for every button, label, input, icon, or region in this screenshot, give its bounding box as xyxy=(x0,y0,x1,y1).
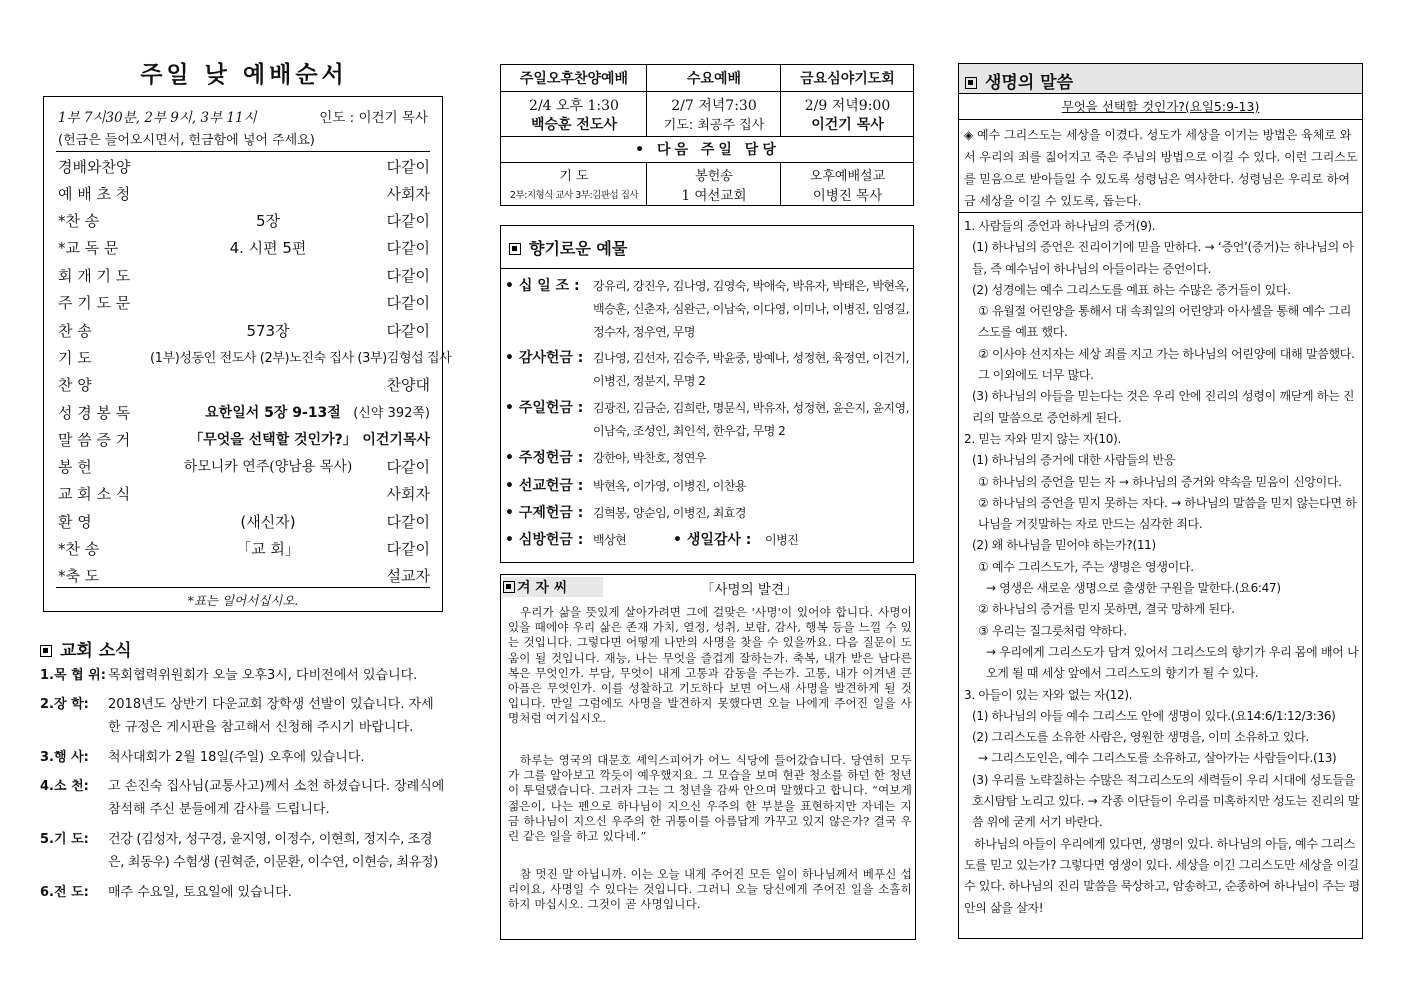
schedule-header: 금요심야기도회 xyxy=(800,71,895,87)
offering-names: 김나영, 김선자, 김승주, 박윤중, 방예나, 성정현, 육정연, 이건기, 이병진, 정분지, 무명 2 xyxy=(593,351,909,388)
square-bullet-icon xyxy=(509,243,521,255)
order-label: 성 경 봉 독 xyxy=(58,404,131,422)
order-label: 예 배 초 청 xyxy=(58,185,131,203)
sermon-line: (2) 그리스도를 소유한 사람은, 영원한 생명을, 이미 소유하고 있다. xyxy=(972,730,1310,745)
offering-key: • 구제헌금 : xyxy=(505,505,584,521)
order-label: *찬 송 xyxy=(58,540,100,558)
square-bullet-icon xyxy=(503,581,515,593)
sermon-line: 2. 믿는 자와 믿지 않는 자(10). xyxy=(964,431,1121,446)
worship-order-title: 주일 낮 예배순서 xyxy=(140,62,348,88)
news-key: 1.목 협 위: xyxy=(40,668,106,683)
mustard-seed-paragraph: 우리가 삶을 뜻있게 살아가려면 그에 걸맞은 '사명'이 있어야 합니다. 사명이 있을 때에야 우리 삶은 존재 가치, 열정, 성취, 보람, 감사, 행복 등을 느낄 수 있는 것입니다. 그렇다면 어떻게 나만의 사명을 찾을 수 있을까요. 다음 질문이 도움이 될 것입니다. 재능, 나는 무엇을 즐겁게 잘하는가. 축복, 내가 받은 남다른 복은 무엇인가. 부담, 무엇이 내게 고통과 감동을 주는가. 고통, 내가 이겨낸 큰 아픔은 무엇인가. 이를 성찰하고 기도하다 보면 어느새 사명을 발견하게 될 것입니다. 만일 그럼에도 사명을 발견하지 못했다면 오늘 나에게 주어진 일을 사명처럼 여기십시오. xyxy=(508,605,912,726)
order-label: 봉 헌 xyxy=(58,458,92,476)
sermon-line: (3) 우리를 노략질하는 수많은 적그리스도의 세력들이 우리 시대에 성도들을 호시탐탐 노리고 있다. → 각종 이단들이 우리를 미혹하지만 성도는 진리의 말씀 위에 굳게 서기 바란다. xyxy=(972,772,1360,830)
order-label: *축 도 xyxy=(58,567,100,585)
offerings-box xyxy=(500,225,914,563)
news-key: 2.장 학: xyxy=(40,697,89,712)
order-mid: 하모니카 연주(양남용 목사) xyxy=(183,459,353,475)
divider xyxy=(501,268,913,269)
offering-key: • 감사헌금 : xyxy=(505,350,584,366)
order-label: 말 씀 증 거 xyxy=(58,431,131,449)
order-mid: (1부)성동인 전도사 (2부)노진숙 집사 (3부)김형섭 집사 xyxy=(150,351,452,366)
order-label: 경배와찬양 xyxy=(58,158,131,176)
news-item xyxy=(40,746,446,769)
order-right: 이건기목사 xyxy=(362,432,430,448)
order-row xyxy=(58,289,430,315)
order-label: 찬 양 xyxy=(58,376,92,394)
order-right: 다같이 xyxy=(386,458,430,476)
square-bullet-icon xyxy=(40,645,52,657)
offering-key: • 선교헌금 : xyxy=(505,478,584,494)
mustard-seed-label: 겨 자 씨 xyxy=(503,577,603,597)
offering-row xyxy=(505,502,909,525)
order-row xyxy=(58,207,430,233)
birthday-thanks-row xyxy=(673,529,903,552)
offering-names: 백상현 xyxy=(593,533,627,547)
order-right: 사회자 xyxy=(386,485,430,503)
order-mid: 5장 xyxy=(255,212,281,230)
order-label: *교 독 문 xyxy=(58,239,119,257)
order-row xyxy=(58,480,430,506)
offering-key: • 생일감사 : xyxy=(673,532,752,548)
divider xyxy=(501,91,913,92)
order-mid: (새신자) xyxy=(240,513,296,531)
divider xyxy=(56,587,430,588)
offering-names: 박현옥, 이가영, 이병진, 이찬용 xyxy=(593,479,746,493)
order-row xyxy=(58,344,452,370)
order-row xyxy=(58,562,430,588)
offering-names: 김혁봉, 양순임, 이병진, 최효경 xyxy=(593,506,746,520)
offering-row xyxy=(505,275,909,344)
news-item xyxy=(40,881,446,904)
offering-names: 강한아, 박찬호, 정연우 xyxy=(593,451,707,465)
sermon-line: → 그리스도인은, 예수 그리스도를 소유하고, 살아가는 사람들이다.(13) xyxy=(978,751,1337,766)
offering-key: • 주정헌금 : xyxy=(505,450,584,466)
sermon-body xyxy=(964,216,1362,919)
order-label: 주 기 도 문 xyxy=(58,294,131,312)
order-right: 설교자 xyxy=(386,567,430,585)
offering-key: • 심방헌금 : xyxy=(505,532,584,548)
sermon-line: (1) 하나님의 증언은 진리이기에 믿을 만하다. → ‘증언’(증거)는 하나님의 아들, 즉 예수님이 하나님의 아들이라는 증언이다. xyxy=(972,240,1354,276)
offering-names: 김광진, 김금순, 김희란, 명문식, 박유자, 성정현, 윤은지, 윤지영, 이남숙, 조성인, 최인석, 한우갑, 무명 2 xyxy=(593,401,909,438)
schedule-table xyxy=(500,64,914,206)
news-text: 목회협력위원회가 오늘 오후3시, 다비전에서 있습니다. xyxy=(108,668,418,683)
order-row xyxy=(58,262,430,288)
sermon-line: ① 유월절 어린양을 통해서 대 속죄일의 어린양과 아사셀을 통해 예수 그리스도를 예표 했다. xyxy=(978,304,1352,340)
mustard-seed-paragraph: 하루는 영국의 대문호 셰익스피어가 어느 식당에 들어갔습니다. 당연히 모두가 그를 알아보고 깍듯이 예우했지요. 그 모습을 보며 현관 청소를 하던 한 청년이 투덜댔습니다. 그러자 그는 그 청년을 감싸 안으며 말했다고 합니다. “여보게 젊은이, 나는 펜으로 하나님이 지으신 우주의 한 부분을 표현하지만 자네는 지금 하나님이 지으신 우주의 한 귀퉁이를 아름답게 가꾸고 있지 않은가? 결국 우린 같은 일을 하고 있다네.” xyxy=(508,753,912,844)
divider xyxy=(56,151,430,152)
sermon-line: (2) 성경에는 예수 그리스도를 예표 하는 수많은 증거들이 있다. xyxy=(972,282,1291,297)
news-text: 건강 (김성자, 성구경, 윤지영, 이정수, 이현희, 정지수, 조경은, 최동우) 수험생 (권혁준, 이문환, 이수연, 이현승, 최유정) xyxy=(108,832,438,870)
order-right: 다같이 xyxy=(386,158,430,176)
schedule-person: 이건기 목사 xyxy=(811,117,884,133)
news-key: 5.기 도: xyxy=(40,832,89,847)
next-value: 이병진 목사 xyxy=(812,188,883,204)
schedule-header: 수요예배 xyxy=(686,71,742,87)
order-row xyxy=(58,371,430,397)
offering-row xyxy=(505,447,909,470)
church-news-title: 교회 소식 xyxy=(40,636,132,661)
word-of-life-box xyxy=(958,63,1363,939)
order-row xyxy=(58,317,430,343)
divider xyxy=(780,162,781,206)
order-right: 다같이 xyxy=(386,267,430,285)
order-label: 교 회 소 식 xyxy=(58,485,131,503)
sermon-subtitle: 무엇을 선택할 것인가?(요일5:9-13) xyxy=(1061,99,1260,114)
schedule-person: 백승훈 전도사 xyxy=(530,117,618,133)
news-text: 매주 수요일, 토요일에 있습니다. xyxy=(108,885,292,900)
next-header: 기 도 xyxy=(559,169,589,184)
square-bullet-icon xyxy=(965,77,977,89)
standing-note: *표는 일어서십시오. xyxy=(187,593,299,608)
schedule-time: 2/4 오후 1:30 xyxy=(529,98,619,114)
schedule-time: 2/7 저녁7:30 xyxy=(671,98,757,114)
order-row xyxy=(58,234,430,260)
order-row xyxy=(58,508,430,534)
order-right: 다같이 xyxy=(386,513,430,531)
news-item xyxy=(40,828,446,874)
order-row xyxy=(58,153,430,179)
next-value: 2부:지형식 교사 3부:김판섭 집사 xyxy=(509,190,639,201)
service-leader: 인도 : 이건기 목사 xyxy=(319,110,428,126)
offering-row xyxy=(505,475,909,498)
order-label: 기 도 xyxy=(58,349,92,367)
news-key: 4.소 천: xyxy=(40,779,89,794)
divider xyxy=(959,212,1362,213)
order-row xyxy=(58,180,430,206)
order-label: 회 개 기 도 xyxy=(58,267,131,285)
order-right: 다같이 xyxy=(386,239,430,257)
order-right: 다같이 xyxy=(386,212,430,230)
order-label: 환 영 xyxy=(58,513,92,531)
word-of-life-title: 생명의 말씀 xyxy=(959,64,1362,94)
sermon-line: 1. 사람들의 증언과 하나님의 증거(9). xyxy=(964,219,1156,233)
order-row xyxy=(58,399,430,425)
divider xyxy=(646,162,647,206)
order-right: 다같이 xyxy=(386,322,430,340)
sermon-line: 3. 아들이 있는 자와 없는 자(12). xyxy=(964,687,1133,702)
order-mid: 「교 회」 xyxy=(236,540,300,558)
news-item xyxy=(40,693,446,739)
worship-order-box xyxy=(43,96,452,612)
divider xyxy=(501,136,913,137)
schedule-person: 기도: 최공주 집사 xyxy=(663,118,765,133)
order-right: 다같이 xyxy=(386,540,430,558)
news-item xyxy=(40,664,446,687)
sermon-line: (1) 하나님의 아들 예수 그리스도 안에 생명이 있다.(요14:6/1:12/3:36) xyxy=(972,708,1336,723)
divider xyxy=(501,162,913,163)
sermon-line: (2) 왜 하나님을 믿어야 하는가?(11) xyxy=(972,538,1156,553)
offering-key: • 주일헌금 : xyxy=(505,400,584,416)
sermon-conclusion: 하나님의 아들이 우리에게 있다면, 생명이 있다. 하나님의 아들, 예수 그리스도를 믿고 있는가? 그렇다면 영생이 있다. 세상을 이긴 그리스도만 세상을 이길 수 있다. 하나님의 진리 말씀을 묵상하고, 암송하고, 순종하여 하나님이 주는 평안의 삶을 살자! xyxy=(964,836,1360,915)
news-key: 6.전 도: xyxy=(40,885,89,900)
order-right: 사회자 xyxy=(386,185,430,203)
news-key: 3.행 사: xyxy=(40,750,89,765)
sermon-line: (1) 하나님의 증거에 대한 사람들의 반응 xyxy=(972,453,1176,468)
news-text: 2018년도 상반기 다운교회 장학생 선발이 있습니다. 자세한 규정은 게시판을 참고해서 신청해 주시기 바랍니다. xyxy=(108,697,434,735)
order-row xyxy=(58,535,430,561)
offering-row xyxy=(505,397,909,443)
order-mid: 「무엇을 선택할 것인가?」 xyxy=(189,432,357,448)
order-row xyxy=(58,426,430,452)
offerings-title: 향기로운 예물 xyxy=(509,236,627,259)
sermon-line: ① 예수 그리스도가, 주는 생명은 영생이다. xyxy=(978,559,1194,574)
divider xyxy=(646,65,647,136)
next-value: 1 여선교회 xyxy=(681,188,747,204)
divider xyxy=(780,65,781,136)
order-mid: 요한일서 5장 9-13절 xyxy=(205,405,341,421)
order-label: *찬 송 xyxy=(58,212,100,230)
schedule-time: 2/9 저녁9:00 xyxy=(804,98,891,114)
order-mid: 4. 시편 5편 xyxy=(229,239,307,257)
order-right: (신약 392쪽) xyxy=(353,406,430,421)
next-header: 봉헌송 xyxy=(695,169,733,184)
offering-key: • 십 일 조 : xyxy=(505,278,580,294)
sermon-line: ② 이사야 선지자는 세상 죄를 지고 가는 하나님의 어린양에 대해 말씀했다. 그 이외에도 너무 많다. xyxy=(978,346,1355,383)
sermon-line: → 우리에게 그리스도가 담겨 있어서 그리스도의 향기가 우리 몸에 배어 나오게 될 때 세상 앞에서 그리스도의 향기가 될 수 있다. xyxy=(986,644,1359,681)
news-text: 척사대회가 2월 18일(주일) 오후에 있습니다. xyxy=(108,750,365,765)
service-times: 1부 7시30분, 2부 9시, 3부 11시 xyxy=(58,110,257,126)
news-item xyxy=(40,775,446,821)
offering-names: 이병진 xyxy=(765,533,799,547)
offering-names: 강유리, 강진우, 김나영, 김영숙, 박애숙, 박유자, 박태은, 박현옥, 백승훈, 신춘자, 심완근, 이남숙, 이다영, 이미나, 이병진, 임영길, 정수자, 정우연, 무명 xyxy=(593,279,909,339)
mustard-seed-box xyxy=(500,574,916,940)
sermon-line: ② 하나님의 증언을 믿지 못하는 자다. → 하나님의 말씀을 믿지 않는다면 하나님을 거짓말하는 자로 만드는 심각한 죄다. xyxy=(978,495,1357,532)
sermon-line: ① 하나님의 증언을 믿는 자 → 하나님의 증거와 약속을 믿음이 신앙이다. xyxy=(978,474,1342,489)
sermon-intro: ◈ 예수 그리스도는 세상을 이겼다. 성도가 세상을 이기는 방법은 육체로 와서 우리의 죄를 짊어지고 죽은 주님의 방법으로 이길 수 있다. 이런 그리스도를 믿음으로 받아들일 수 있도록 성령님은 역사한다. 성령님은 우리로 하여금 세상을 이길 수 있도록, 돕는다. xyxy=(964,128,1358,208)
divider xyxy=(959,119,1362,120)
order-right: 찬양대 xyxy=(386,376,430,394)
order-right: 다같이 xyxy=(386,294,430,312)
order-label: 찬 송 xyxy=(58,322,92,340)
next-header: 오후예배설교 xyxy=(809,169,886,184)
sermon-line: → 영생은 새로운 생명으로 출생한 구원을 말한다.(요6:47) xyxy=(986,581,1281,596)
schedule-header: 주일오후찬양예배 xyxy=(519,71,629,87)
mustard-seed-title: 「사명의 발견」 xyxy=(701,582,798,598)
offering-note: (헌금은 들어오시면서, 헌금함에 넣어 주세요) xyxy=(58,133,315,148)
news-text: 고 손진숙 집사님(교통사고)께서 소천 하셨습니다. 장례식에 참석해 주신 분들에게 감사를 드립니다. xyxy=(108,779,445,817)
next-week-title: • 다음 주일 담당 xyxy=(635,142,780,158)
order-mid: 573장 xyxy=(246,322,290,340)
sermon-line: (3) 하나님의 아들을 믿는다는 것은 우리 안에 진리의 성령이 깨닫게 하는 진리의 말씀으로 증언하게 된다. xyxy=(972,389,1355,425)
sermon-line: ② 하나님의 증거를 믿지 못하면, 결국 망하게 된다. xyxy=(978,602,1235,617)
sermon-line: ③ 우리는 질그릇처럼 약하다. xyxy=(978,623,1127,638)
order-row xyxy=(58,453,430,479)
offering-row xyxy=(505,347,909,393)
mustard-seed-paragraph: 참 멋진 말 아닙니까. 이는 오늘 내게 주어진 모든 일이 하나님께서 베푸신 섭리이요, 사명일 수 있다는 것입니다. 그러니 오늘 당신에게 주어진 일을 소홀히 하지 마십시오. 그것이 곧 사명입니다. xyxy=(508,867,912,912)
